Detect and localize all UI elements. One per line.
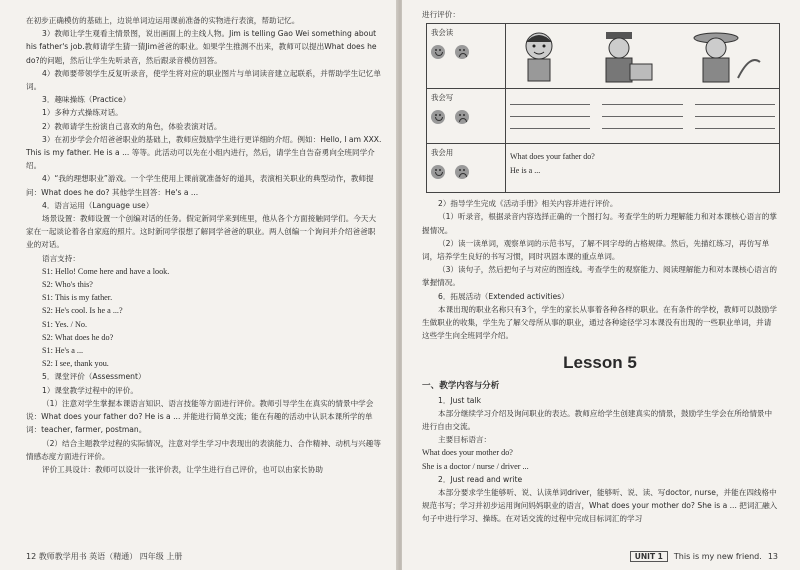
text-line: 4．语言运用（Language use） [42,200,154,210]
face-pair [431,110,501,124]
page-number: 13 [767,552,778,561]
text-line: 3）教师让学生观看主情景图，说出画面上的主线人物。Jim is telling Gao Wei something about his father's job.教师请学生猜一猜Jim爸爸的职业。如果学生推测不出来，教师可以提出What does he do?的问题，然后让学生先听录音，然后跟录音模仿回答。 [26,29,377,65]
text-line: （2）读一读单词，观察单词的示范书写，了解不同字母的占格规律。然后，先描红练习，再仿写单词，培养学生良好的书写习惯，同时巩固本课的重点单词。 [422,238,770,262]
eval-cell-read [427,24,506,89]
text-line: S2: Who's this? [42,280,93,290]
text-line: 主要目标语言： [438,435,492,445]
text-line: 3．趣味操练（Practice） [42,95,131,105]
text-line: S2: What does he do? [42,332,114,342]
text-line: 6．拓展活动（Extended activities） [438,291,569,301]
text-line: S2: I see, thank you. [42,359,109,369]
left-page [0,0,398,570]
text-line: 场景设置：教师设置一个创编对话的任务。假定新同学来到班里，他从各个方面接触同学们。今天大家在一起谈论着各自家庭的照片。这时新同学很想了解同学爸爸的职业。两人创编一个询问并介绍爸爸职业的对话。 [26,214,377,250]
text-line: 1．Just talk [438,395,481,405]
unit-title: This is my new friend. [673,552,762,561]
unit-label: UNIT 1 [630,551,668,562]
eval-sentence-cell [506,144,780,193]
smiley-face-icon [431,165,445,179]
text-line: 本部分要求学生能够听、说、认读单词driver，能够听、说、读、写doctor, nurse，并能在四线格中规范书写；学习并初步运用询问妈妈职业的语言，What does your mother do? She is a ... 把词汇融入句子中进行学习、操练。在对话交流的过程中完成目标词汇的学习 [422,488,778,524]
section-title: 一、教学内容与分析 [422,381,500,392]
text-line: （3）读句子，然后把句子与对应的图连线。考查学生的观察能力、阅读理解能力和对本课核心语言的掌握情况。 [422,265,777,288]
eval-picture-cell [506,24,780,89]
eval-label-read: 我会读 [431,28,454,38]
eval-cell-write [427,89,506,144]
text-line: S1: This is my father. [42,293,113,303]
boy-illustration-icon [510,28,568,84]
smiley-face-icon [431,45,445,59]
left-text-column [26,14,382,476]
smiley-face-icon [431,110,445,124]
text-line: 5．课堂评价（Assessment） [42,372,146,382]
text-line: She is a doctor / nurse / driver ... [422,461,529,471]
text-line: 语言支持： [42,253,80,263]
lesson-title: Lesson 5 [563,353,637,373]
left-page-footer: 12 教师教学用书 英语（精通） 四年级 上册 [26,552,183,561]
eval-question: What does your father do? [510,152,595,162]
text-line: 1）多种方式操练对话。 [42,108,123,118]
eval-cell-use [427,144,506,193]
text-line: S2: He's cool. Is he a ...? [42,306,123,316]
text-line: S1: He's a ... [42,346,84,356]
text-line: 评价工具设计：教师可以设计一张评价表，让学生进行自己评价，也可以由家长协助 [42,464,323,474]
text-line: 4）“我的理想职业”游戏。一个学生使用上课前就准备好的道具，表演相关职业的典型动作，教师提问：What does he do? 其他学生回答：He's a ... [26,174,374,197]
right-text-column [422,8,778,526]
text-line: 本课出现的职业名称只有3个，学生的家长从事着各种各样的职业。在有条件的学校，教师可以鼓励学生做职业的收集，学生先了解父母所从事的职业，通过各种途径学习本课没有出现的一些职业单词，并请这些学生向全班同学介绍。 [422,304,777,341]
eval-answer: He is a ... [510,166,541,176]
eval-intro: 进行评价： [422,10,460,19]
text-line: （1）听录音，根据录音内容选择正确的一个图打勾。考查学生的听力理解能力和对本课核心语言的掌握情况。 [422,212,777,235]
text-line: 4）教师要带领学生反复听录音，使学生将对应的职业图片与单词读音建立起联系，并帮助学生记忆单词。 [26,68,381,92]
text-line: 在初步正确模仿的基础上，边说单词边运用课前准备的实物进行表演，帮助记忆。 [26,16,300,25]
lesson-paragraphs [422,394,778,526]
right-page-footer [422,551,778,562]
text-line: 2．Just read and write [438,474,523,484]
postman-illustration-icon [586,28,660,84]
face-pair [431,165,501,179]
text-line: （1）注意对学生掌握本课语言知识、语言技能等方面进行评价。教师引导学生在真实的情景中学会说：What does your father do? He is a ... 并能进行简单交流；能在有趣的活动中认识本课所学的单词：teacher, farmer, postman。 [26,398,374,435]
right-page [402,0,800,570]
eval-label-write: 我会写 [431,93,454,103]
text-line: S1: Hello! Come here and have a look. [42,266,170,276]
face-pair [431,45,501,59]
activity-paragraphs [422,197,778,342]
text-line: 3）在初步学会介绍爸爸职业的基础上，教师应鼓励学生进行更详细的介绍。例如：Hello, I am XXX. This is my father. He is a ... 等等。此活动可以先在小组内进行，然后，请学生自告奋勇向全班同学介绍。 [26,134,382,171]
evaluation-table [426,23,780,193]
sad-face-icon [455,45,469,59]
text-line: S1: Yes. / No. [42,319,88,329]
sad-face-icon [455,165,469,179]
text-line: 本部分继续学习介绍及询问职业的表达。教师应给学生创建真实的情景，鼓励学生学会在所给情景中进行自由交流。 [422,408,773,432]
writing-lines [695,95,775,131]
writing-lines [510,95,590,131]
text-line: What does your mother do? [422,448,513,458]
writing-lines [602,95,682,131]
eval-label-use: 我会用 [431,148,454,158]
farmer-illustration-icon [678,28,762,84]
text-line: 2）教师请学生扮演自己喜欢的角色，体验表演对话。 [42,121,222,131]
text-line: 1）课堂教学过程中的评价。 [42,385,138,395]
sad-face-icon [455,110,469,124]
text-line: 2）指导学生完成《活动手册》相关内容并进行评价。 [438,199,618,209]
text-line: （2）结合主题教学过程的实际情况，注意对学生学习中表现出的表演能力、合作精神、动机与兴趣等情感态度方面进行评价。 [26,438,381,461]
writing-lines-cell [506,89,780,144]
